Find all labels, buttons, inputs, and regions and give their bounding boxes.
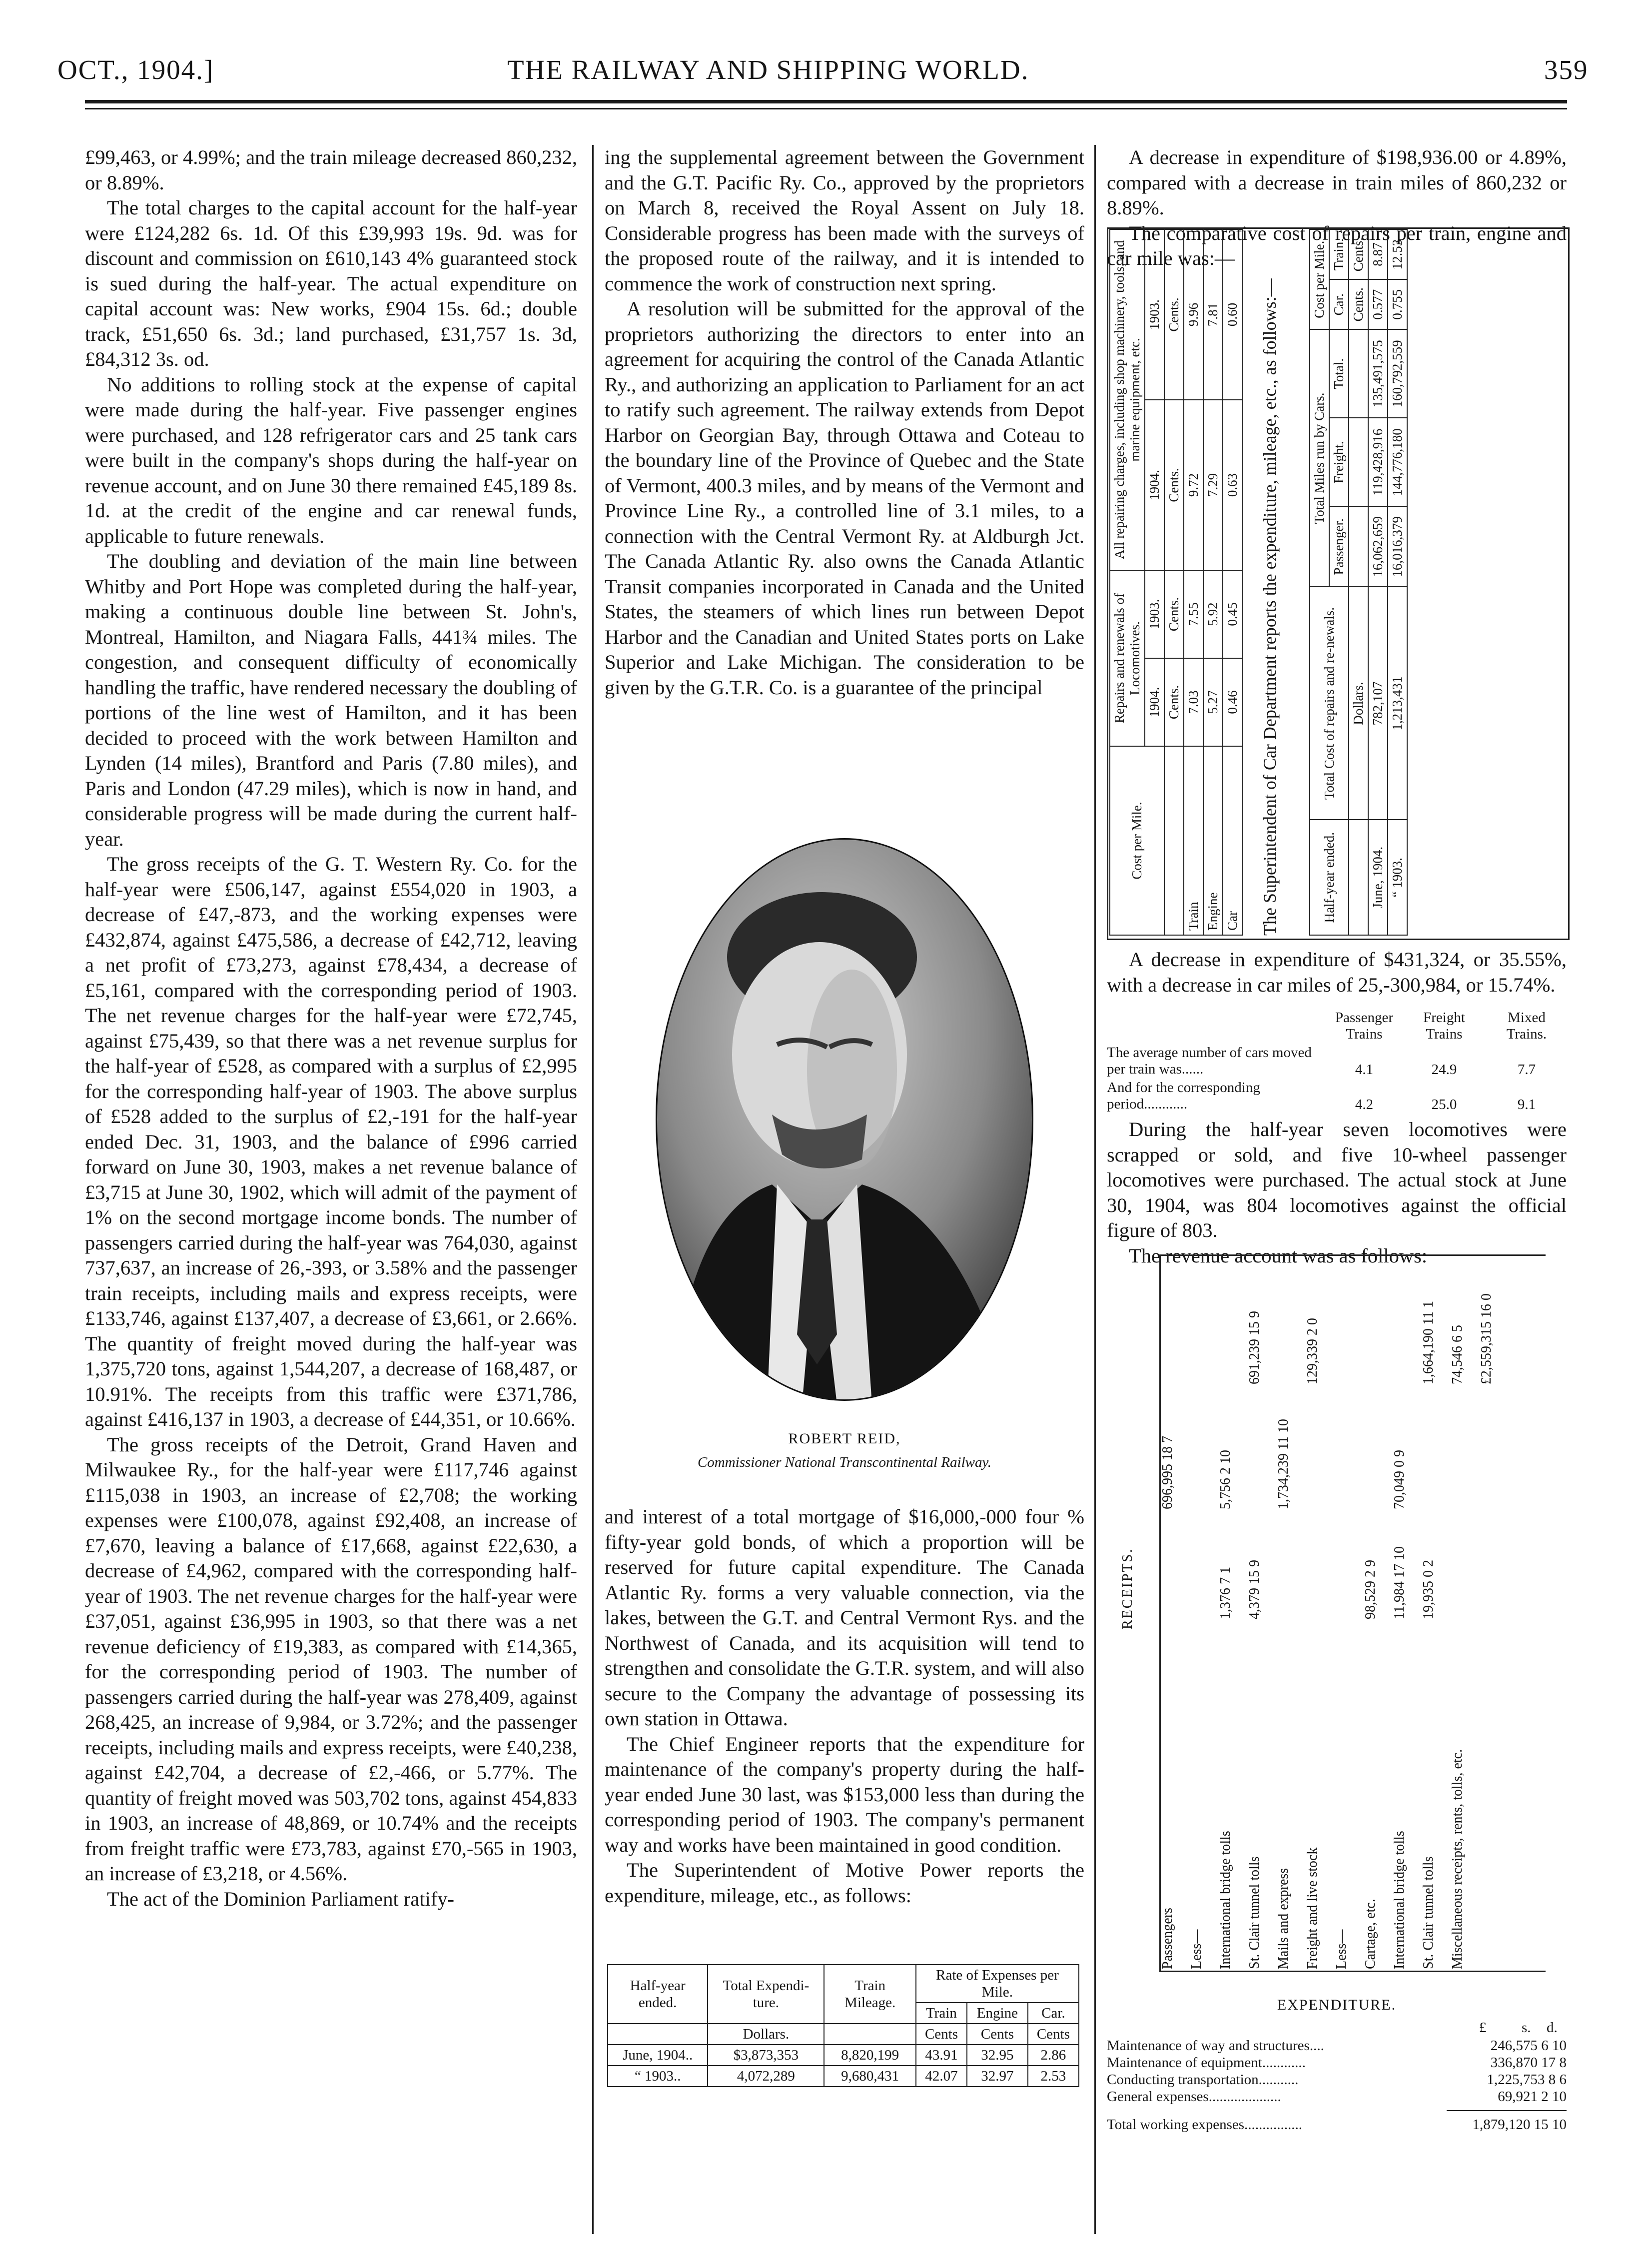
table-cell: 7.29 — [1203, 400, 1223, 570]
column-two-top — [605, 145, 1084, 700]
table-cell: 0.577 — [1368, 279, 1388, 329]
column-one — [85, 145, 577, 1912]
table-cell — [1349, 418, 1368, 506]
table-cell — [1349, 506, 1368, 587]
table-cell: 135,491,575 — [1368, 329, 1388, 418]
page-number: 359 — [1544, 54, 1589, 85]
motive-power-table — [607, 1964, 1079, 2087]
table-header: Passenger. — [1329, 506, 1349, 587]
receipts-label: Cartage, etc. — [1363, 1899, 1378, 1969]
table-row — [1107, 1045, 1567, 1080]
table-cell: 9.1 — [1517, 1097, 1536, 1113]
receipts-row — [1275, 1254, 1304, 1969]
table-cell: 5.92 — [1203, 570, 1223, 658]
table-header: Cost per Mile. — [1310, 229, 1329, 329]
portrait-photo — [652, 835, 1037, 1404]
table-cell: “ 1903.. — [608, 2066, 708, 2087]
table-header: 1904. — [1145, 400, 1164, 570]
table-header: Train. — [1329, 229, 1349, 279]
table-header: Passenger Trains — [1335, 1010, 1393, 1042]
receipts-label: International bridge tolls — [1218, 1831, 1233, 1969]
table-cell: Cents. — [1164, 229, 1184, 400]
receipts-amount: 19,935 0 2 — [1421, 1560, 1436, 1619]
page-header-date: OCT., 1904.] — [57, 54, 214, 85]
car-department-intro: The Superintendent of Car Department reports the expenditure, mileage, etc., as follows:— — [1260, 278, 1280, 936]
table-cell: And for the corresponding period............ — [1107, 1080, 1260, 1112]
column-three-after — [1107, 1117, 1567, 1268]
page-header-title: THE RAILWAY AND SHIPPING WORLD. — [507, 54, 1029, 85]
receipts-amount: 1,376 7 1 — [1218, 1567, 1233, 1619]
receipts-amount: 691,239 15 9 — [1247, 1311, 1262, 1384]
table-row — [608, 2066, 1079, 2087]
table-cell: Cents — [1028, 2024, 1079, 2045]
table-row — [1184, 229, 1203, 935]
table-header: Train — [916, 2003, 967, 2024]
table-cell: 42.07 — [916, 2066, 967, 2087]
expenditure-value: 1,225,753 8 6 — [1487, 2072, 1567, 2088]
table-cell: 0.45 — [1223, 570, 1242, 658]
table-row — [1107, 2071, 1567, 2088]
table-cell: 43.91 — [916, 2045, 967, 2066]
table-header: Mixed Trains. — [1506, 1010, 1547, 1042]
table-cell: 2.53 — [1028, 2066, 1079, 2087]
receipts-label: St. Clair tunnel tolls — [1247, 1856, 1262, 1969]
table-cell: Cents — [916, 2024, 967, 2045]
receipts-row — [1391, 1254, 1420, 1969]
table-cell: Cents. — [1164, 570, 1184, 658]
receipts-table — [1119, 1254, 1544, 1969]
receipts-label: Miscellaneous receipts, rents, tolls, etc. — [1450, 1749, 1465, 1969]
table-cell: 119,428,916 — [1368, 418, 1388, 506]
expenditure-total-label: Total working expenses................ — [1107, 2117, 1303, 2133]
table-cell: 8.87 — [1368, 229, 1388, 279]
column-divider — [1094, 145, 1096, 2234]
table-row — [1388, 229, 1407, 935]
receipts-amount: 11,984 17 10 — [1392, 1546, 1407, 1619]
receipts-label: Passengers — [1160, 1908, 1175, 1969]
table-cell: 4.2 — [1355, 1097, 1374, 1113]
table-header: Freight. — [1329, 418, 1349, 506]
table-cell — [824, 2024, 915, 2045]
table-cell: 32.95 — [967, 2045, 1028, 2066]
table-cell: 25.0 — [1431, 1097, 1457, 1113]
table-header: Total Cost of repairs and re-newals. — [1310, 587, 1349, 820]
table-cell: Dollars. — [1349, 587, 1368, 820]
col2-paragraph: The Chief Engineer reports that the expenditure for maintenance of the company's property during the half-year ended June 30 last, was $153,000 less than during the corresponding period of 1903. The company's permanent way and works have been maintained in good condition. — [605, 1732, 1084, 1856]
average-cars-table — [1107, 1010, 1567, 1115]
receipts-row — [1159, 1254, 1188, 1969]
table-row — [1107, 2054, 1567, 2071]
table-cell: 16,062,659 — [1368, 506, 1388, 587]
receipts-title: RECEIPTS. — [1120, 1547, 1135, 1629]
expenditure-label: General expenses.................... — [1107, 2089, 1281, 2105]
table-cell: 9,680,431 — [824, 2066, 915, 2087]
receipts-amount: 696,995 18 7 — [1160, 1436, 1175, 1509]
table-row — [608, 2045, 1079, 2066]
table-header: Rate of Expenses per Mile. — [916, 1965, 1079, 2003]
receipts-amount: 74,546 6 5 — [1450, 1325, 1465, 1384]
header-rule-thin — [85, 108, 1567, 109]
portrait-caption-name: ROBERT REID, — [788, 1430, 901, 1447]
table-row — [1107, 1080, 1567, 1115]
col3-paragraph: A decrease in expenditure of $198,936.00 or 4.89%, compared with a decrease in train miles of 860,232 or 8.89%. — [1107, 146, 1567, 219]
receipts-row — [1188, 1254, 1217, 1969]
receipts-amount: 70,049 0 9 — [1392, 1450, 1407, 1509]
table-cell: 32.97 — [967, 2066, 1028, 2087]
table-header: Half-year ended. — [1310, 820, 1349, 935]
rotated-tables — [1109, 229, 1564, 936]
receipts-row — [1246, 1254, 1275, 1969]
col1-paragraph: The act of the Dominion Parliament ratify- — [107, 1887, 455, 1910]
table-cell: 24.9 — [1431, 1062, 1457, 1078]
table-cell: 7.81 — [1203, 229, 1223, 400]
car-department-table — [1309, 229, 1408, 936]
receipts-row — [1362, 1254, 1391, 1969]
receipts-row — [1449, 1254, 1478, 1969]
table-cell — [1164, 746, 1184, 935]
currency-pound: £ — [1479, 2020, 1487, 2036]
table-header: Train Mileage. — [824, 1965, 915, 2024]
table-cell: 4.1 — [1355, 1062, 1374, 1078]
table-cell: Dollars. — [708, 2024, 824, 2045]
table-cell: 0.46 — [1223, 658, 1242, 746]
receipts-label: International bridge tolls — [1392, 1831, 1407, 1969]
col2-paragraph: A resolution will be submitted for the approval of the proprietors authorizing the directors to enter into an agreement for acquiring the control of the Canada Atlantic Ry., and authorizing an application to Parliament for an act to ratify such agreement. The railway extends from Depot Harbor on Georgian Bay, through Ottawa and Coteau to the boundary line of the Province of Quebec and the State of Vermont, 400.3 miles, and by means of the Vermont and Province Line Ry., a controlled line of 3.1 miles, to a connection with the Central Vermont Ry. at Aldburgh Jct. The Canada Atlantic Ry. also owns the Canada Atlantic Transit companies incorporated in Canada and the United States, the steamers of which lines run between Depot Harbor and the Canadian and United States ports on Lake Superior and Lake Michigan. The consideration to be given by the G.T.R. Co. is a guarantee of the principal — [605, 297, 1084, 699]
receipts-row — [1478, 1254, 1507, 1969]
receipts-amount: 4,379 15 9 — [1247, 1560, 1262, 1619]
table-header: Total Expendi-ture. — [708, 1965, 824, 2024]
table-header: 1904. — [1145, 658, 1164, 746]
portrait-caption-title: Commissioner National Transcontinental Railway. — [697, 1454, 992, 1470]
table-header: All repairing charges, including shop machinery, tools, and marine equipment, etc. — [1110, 229, 1145, 570]
expenditure-label: Maintenance of equipment............ — [1107, 2055, 1306, 2071]
receipts-label: Less— — [1334, 1929, 1349, 1969]
currency-pence: d. — [1547, 2020, 1558, 2036]
expenditure-value: 69,921 2 10 — [1498, 2089, 1567, 2105]
column-divider — [592, 145, 594, 2234]
table-cell: June, 1904.. — [608, 2045, 708, 2066]
col3-paragraph: The revenue account was as follows: — [1129, 1244, 1428, 1267]
table-cell: Car — [1223, 746, 1242, 935]
table-cell: 8,820,199 — [824, 2045, 915, 2066]
col1-paragraph: The total charges to the capital account for the half-year were £124,282 6s. 1d. Of this £39,993 19s. 9d. was for discount and commission on £610,143 4% guaranteed stock is sued during the half-year. The actual expenditure on capital account was: New works, £904 15s. 6d.; double track, £51,650 6s. 3d.; land purchased, £31,757 1s. 3d, £84,312 3s. od. — [85, 196, 577, 370]
col1-paragraph: The gross receipts of the Detroit, Grand Haven and Milwaukee Ry., for the half-year were £117,746 against £115,038 in 1903, an increase of £2,708; the working expenses were £100,078, against £92,408, an increase of £7,670, leaving a balance of £17,668, against £22,630, a decrease of £4,962, compared with the corresponding half-year of 1903. The net revenue charges for the half-year were £37,051, against £36,995 in 1903, so that there was a net revenue deficiency of £19,383, as compared with £14,365, for the corresponding period of 1903. The number of passengers carried during the half-year was 278,409, against 268,425, an increase of 9,984, or 3.72%; and the passenger receipts, including mails and express receipts, were £40,238, against £42,704, a decrease of £2,-466, or 5.77%. The quantity of freight moved was 503,702 tons, against 454,833 in 1903, an increase of 48,869, or 10.74% and the receipts from freight traffic were £73,783, against £70,-565 in 1903, an increase of £3,218, or 4.56%. — [85, 1433, 577, 1885]
table-cell: 4,072,289 — [708, 2066, 824, 2087]
table-cell: 7.03 — [1184, 658, 1203, 746]
col2-paragraph: ing the supplemental agreement between the Government and the G.T. Pacific Ry. Co., approved by the proprietors on March 8, received the Royal Assent on July 18. Considerable progress has been made with the surveys of the proposed route of the railway, and it is intended to commence the work of construction next spring. — [605, 146, 1084, 295]
table-header: Half-year ended. — [608, 1965, 708, 2024]
receipts-amount: 98,529 2 9 — [1363, 1560, 1378, 1619]
col3-paragraph: During the half-year seven locomotives were scrapped or sold, and five 10-wheel passenger locomotives were purchased. The actual stock at June 30, 1904, was 804 locomotives against the official figure of 803. — [1107, 1118, 1567, 1241]
table-row — [1107, 2037, 1567, 2054]
expenditure-table — [1107, 2019, 1567, 2133]
table-row — [1107, 2116, 1567, 2133]
table-header: Total. — [1329, 329, 1349, 418]
table-cell: 0.60 — [1223, 229, 1242, 400]
receipts-row — [1420, 1254, 1449, 1969]
total-rule — [1447, 2110, 1567, 2111]
table-header: Freight Trains — [1423, 1010, 1465, 1042]
table-cell — [608, 2024, 708, 2045]
table-cell: The average number of cars moved per train was...... — [1107, 1045, 1312, 1077]
table-row — [1223, 229, 1242, 935]
table-row — [1368, 229, 1388, 935]
table-cell: Train — [1184, 746, 1203, 935]
table-header: Car. — [1329, 279, 1349, 329]
receipts-amount: 129,339 2 0 — [1305, 1318, 1320, 1384]
table-cell: 2.86 — [1028, 2045, 1079, 2066]
table-cell: 9.72 — [1184, 400, 1203, 570]
col1-paragraph: £99,463, or 4.99%; and the train mileage decreased 860,232, or 8.89%. — [85, 146, 577, 194]
col1-paragraph: The gross receipts of the G. T. Western Ry. Co. for the half-year were £506,147, against £554,020 in 1903, a decrease of £47,-873, and the working expenses were £432,874, against £475,586, a decrease of £42,712, leaving a net profit of £73,273, against £78,434, a decrease of £5,161, compared with the corresponding period of 1903. The net revenue charges for the half-year were £72,745, against £75,439, so that there was a net revenue surplus for the half-year of £528, as compared with a surplus of £2,995 for the corresponding half-year of 1903. The above surplus of £528 added to the surplus of £2,-191 for the half-year ended Dec. 31, 1903, and the balance of £996 carried forward on June 30, 1903, makes a net revenue balance of £3,715 at June 30, 1902, which will admit of the payment of 1% on the second mortgage income bonds. The number of passengers carried during the half-year was 764,030, against 737,637, an increase of 26,-393, or 3.58% and the passenger train receipts, including mails and express receipts, were £133,746, against £137,407, a decrease of £3,661, or 2.66%. The quantity of freight moved during the half-year was 1,375,720 tons, against 1,544,207, a decrease of 168,487, or 10.91%. The receipts from this traffic were £371,786, against £416,137 in 1903, a decrease of £44,351, or 10.66%. — [85, 853, 577, 1430]
receipts-amount: £2,559,315 16 0 — [1479, 1293, 1494, 1384]
table-header: 1903. — [1145, 229, 1164, 400]
receipts-label: Less— — [1189, 1929, 1204, 1969]
column-three-mid — [1107, 947, 1567, 998]
col2-paragraph: and interest of a total mortgage of $16,000,-000 four % fifty-year gold bonds, of which a proportion will be reserved for future capital expenditure. The Canada Atlantic Ry. forms a very valuable connection, via the lakes, between the G.T. and Central Vermont Rys. and the Northwest of Canada, and its acquisition will tend to strengthen and consolidate the G.T.R. system, and will also secure to the Company the advantage of possessing its own station in Ottawa. — [605, 1505, 1084, 1730]
table-header: 1903. — [1145, 570, 1164, 658]
column-two-bottom — [605, 1504, 1084, 1908]
expenditure-title: EXPENDITURE. — [1277, 1997, 1397, 2013]
col3-paragraph: A decrease in expenditure of $431,324, or 35.55%, with a decrease in car miles of 25,-300,984, or 15.74%. — [1107, 948, 1567, 996]
table-cell — [1349, 820, 1368, 935]
expenditure-total: 1,879,120 15 10 — [1472, 2117, 1567, 2133]
currency-shilling: s. — [1522, 2020, 1531, 2036]
table-cell: 5.27 — [1203, 658, 1223, 746]
table-cell: “ 1903. — [1388, 820, 1407, 935]
table-cell: 0.63 — [1223, 400, 1242, 570]
table-header: Repairs and renewals of Locomotives. — [1110, 570, 1145, 746]
receipts-row — [1333, 1254, 1362, 1969]
table-cell: 160,792,559 — [1388, 329, 1407, 418]
table-cell: 16,016,379 — [1388, 506, 1407, 587]
table-cell: 1,213,431 — [1388, 587, 1407, 820]
table-cell: 12.53 — [1388, 229, 1407, 279]
table-cell: 0.755 — [1388, 279, 1407, 329]
expenditure-label: Maintenance of way and structures.... — [1107, 2038, 1324, 2054]
receipts-row — [1304, 1254, 1333, 1969]
table-row — [1203, 229, 1223, 935]
table-header: Car. — [1028, 2003, 1079, 2024]
expenditure-value: 336,870 17 8 — [1490, 2055, 1567, 2071]
table-cell — [1349, 329, 1368, 418]
table-cell: 7.7 — [1517, 1062, 1536, 1078]
table-cell: Cents. — [1164, 658, 1184, 746]
table-cell: June, 1904. — [1368, 820, 1388, 935]
receipts-label: St. Clair tunnel tolls — [1421, 1856, 1436, 1969]
col3-paragraph: The comparative cost of repairs per train, engine and car mile was:— — [1107, 221, 1567, 269]
receipts-row — [1217, 1254, 1246, 1969]
table-cell: 7.55 — [1184, 570, 1203, 658]
receipts-label: Mails and express — [1276, 1868, 1291, 1969]
table-row — [1107, 2088, 1567, 2105]
receipts-amount: 1,734,239 11 10 — [1276, 1419, 1291, 1509]
table-cell: Engine — [1203, 746, 1223, 935]
receipts-amount: 1,664,190 11 1 — [1421, 1301, 1436, 1384]
receipts-label: Freight and live stock — [1305, 1847, 1320, 1969]
table-cell: Cents. — [1349, 279, 1368, 329]
table-cell: 782,107 — [1368, 587, 1388, 820]
table-cell: 9.96 — [1184, 229, 1203, 400]
table-cell: $3,873,353 — [708, 2045, 824, 2066]
table-cell: Cents. — [1164, 400, 1184, 570]
table-cell: Cents — [967, 2024, 1028, 2045]
receipts-amount: 5,756 2 10 — [1218, 1450, 1233, 1509]
repairs-table — [1109, 229, 1243, 936]
table-header: Engine — [967, 2003, 1028, 2024]
table-cell: Cents. — [1349, 229, 1368, 279]
table-header: Total Miles run by Cars. — [1310, 329, 1329, 587]
table-header: Cost per Mile. — [1110, 746, 1164, 935]
expenditure-label: Conducting transportation........... — [1107, 2072, 1299, 2088]
col2-paragraph: The Superintendent of Motive Power reports the expenditure, mileage, etc., as follows: — [605, 1859, 1084, 1907]
header-rule-thick — [85, 100, 1567, 103]
expenditure-value: 246,575 6 10 — [1490, 2038, 1567, 2054]
table-cell: 144,776,180 — [1388, 418, 1407, 506]
col1-paragraph: No additions to rolling stock at the expense of capital were made during the half-year. Five passenger engines were purchased, and 128 refrigerator cars and 25 tank cars were built in the company's shops during the half-year on revenue account, and on June 30 there remained £45,189 8s. 1d. at the credit of the engine and car renewal funds, applicable to future renewals. — [85, 373, 577, 547]
col1-paragraph: The doubling and deviation of the main line between Whitby and Port Hope was completed during the half-year, making a continuous double line between St. John's, Montreal, Hamilton, and Niagara Falls, 441¾ miles. The congestion, and consequent difficulty of economically handling the traffic, have rendered necessary the doubling of portions of the line west of Hamilton, and it has been decided to proceed with the work between Hamilton and Lynden (14 miles), Brantford and Paris (7.80 miles), and Paris and London (47.29 miles), which is now in hand, and considerable progress will be made during the current half-year. — [85, 550, 577, 850]
